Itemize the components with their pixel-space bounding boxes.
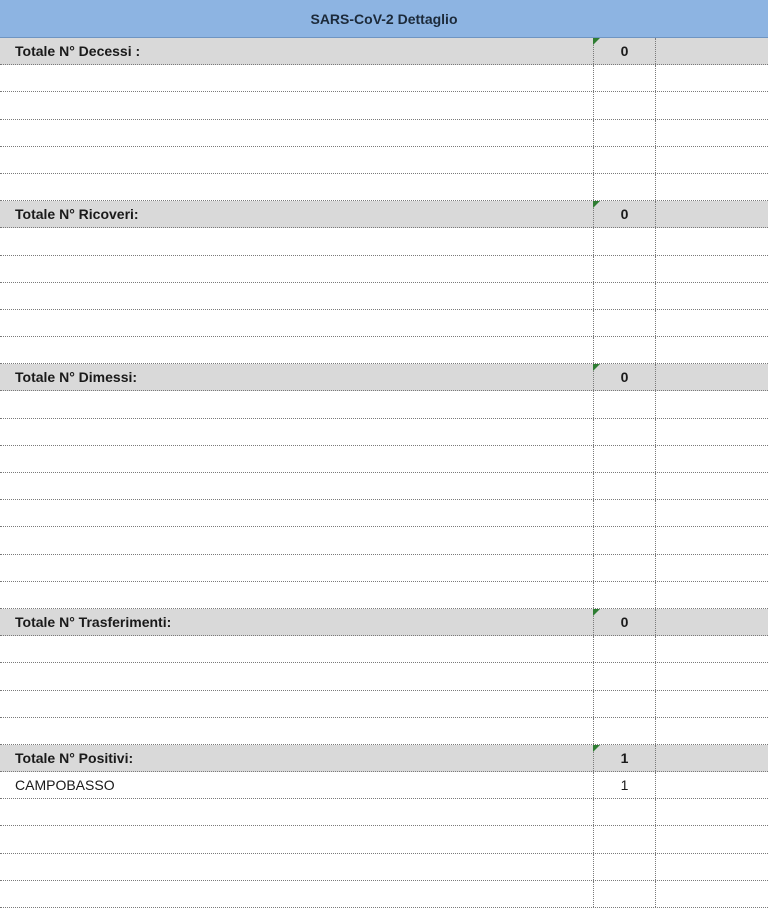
empty-cell[interactable] <box>656 201 768 227</box>
empty-cell[interactable] <box>0 337 593 363</box>
empty-cell[interactable] <box>0 419 593 445</box>
empty-cell[interactable] <box>593 92 656 118</box>
empty-cell[interactable] <box>656 337 768 363</box>
empty-cell[interactable] <box>656 256 768 282</box>
empty-cell[interactable] <box>0 92 593 118</box>
empty-cell[interactable] <box>656 826 768 852</box>
empty-cell[interactable] <box>656 174 768 200</box>
empty-cell[interactable] <box>0 636 593 662</box>
empty-cell[interactable] <box>656 854 768 880</box>
empty-cell[interactable] <box>0 718 593 744</box>
empty-cell[interactable] <box>593 500 656 526</box>
empty-cell[interactable] <box>0 228 593 254</box>
table-row <box>0 500 768 527</box>
empty-cell[interactable] <box>0 256 593 282</box>
empty-cell[interactable] <box>0 881 593 907</box>
empty-cell[interactable] <box>0 120 593 146</box>
table-row <box>0 337 768 364</box>
empty-cell[interactable] <box>0 283 593 309</box>
empty-cell[interactable] <box>593 419 656 445</box>
table-row <box>0 120 768 147</box>
empty-cell[interactable] <box>0 691 593 717</box>
row-value[interactable]: 1 <box>593 772 656 798</box>
table-row <box>0 419 768 446</box>
empty-cell[interactable] <box>593 473 656 499</box>
empty-cell[interactable] <box>656 772 768 798</box>
section-label[interactable]: Totale N° Positivi: <box>15 749 134 766</box>
section-total[interactable]: 0 <box>593 38 656 64</box>
empty-cell[interactable] <box>656 310 768 336</box>
empty-cell[interactable] <box>593 147 656 173</box>
empty-cell[interactable] <box>593 337 656 363</box>
empty-cell[interactable] <box>0 582 593 608</box>
table-row <box>0 636 768 663</box>
section-label[interactable]: Totale N° Ricoveri: <box>15 206 139 223</box>
table-row <box>0 174 768 201</box>
empty-cell[interactable] <box>656 609 768 635</box>
table-row <box>0 826 768 853</box>
empty-cell[interactable] <box>656 500 768 526</box>
table-row <box>0 92 768 119</box>
empty-cell[interactable] <box>0 391 593 417</box>
empty-cell[interactable] <box>656 65 768 91</box>
empty-cell[interactable] <box>0 854 593 880</box>
empty-cell[interactable] <box>0 446 593 472</box>
section-label[interactable]: Totale N° Dimessi: <box>15 369 138 386</box>
empty-cell[interactable] <box>656 582 768 608</box>
table-row <box>0 446 768 473</box>
empty-cell[interactable] <box>656 92 768 118</box>
table-row <box>0 582 768 609</box>
section-header-row <box>0 609 768 636</box>
empty-cell[interactable] <box>0 663 593 689</box>
table-row <box>0 718 768 745</box>
section-total[interactable]: 0 <box>593 609 656 635</box>
cell-note-indicator-icon <box>593 745 600 752</box>
empty-cell[interactable] <box>0 555 593 581</box>
cell-note-indicator-icon <box>593 364 600 371</box>
table-row <box>0 473 768 500</box>
section-total[interactable]: 1 <box>593 745 656 771</box>
empty-cell[interactable] <box>0 147 593 173</box>
empty-cell[interactable] <box>0 473 593 499</box>
table-row <box>0 65 768 92</box>
table-row <box>0 147 768 174</box>
table-row <box>0 799 768 826</box>
section-header-row <box>0 745 768 772</box>
section-header-row <box>0 38 768 65</box>
table-row <box>0 772 768 799</box>
empty-cell[interactable] <box>593 691 656 717</box>
empty-cell[interactable] <box>0 65 593 91</box>
empty-cell[interactable] <box>0 799 593 825</box>
empty-cell[interactable] <box>593 174 656 200</box>
cell-note-indicator-icon <box>593 609 600 616</box>
empty-cell[interactable] <box>593 391 656 417</box>
empty-cell[interactable] <box>656 555 768 581</box>
empty-cell[interactable] <box>593 256 656 282</box>
empty-cell[interactable] <box>656 228 768 254</box>
empty-cell[interactable] <box>656 446 768 472</box>
empty-cell[interactable] <box>593 446 656 472</box>
empty-cell[interactable] <box>593 663 656 689</box>
empty-cell[interactable] <box>593 826 656 852</box>
empty-cell[interactable] <box>593 120 656 146</box>
empty-cell[interactable] <box>656 147 768 173</box>
empty-cell[interactable] <box>0 174 593 200</box>
empty-cell[interactable] <box>656 636 768 662</box>
table-row <box>0 663 768 690</box>
sheet-rows <box>0 38 768 908</box>
empty-cell[interactable] <box>656 799 768 825</box>
empty-cell[interactable] <box>593 228 656 254</box>
sheet-title: SARS-CoV-2 Dettaglio <box>0 0 768 38</box>
empty-cell[interactable] <box>656 473 768 499</box>
table-row <box>0 854 768 881</box>
empty-cell[interactable] <box>656 120 768 146</box>
section-total[interactable]: 0 <box>593 201 656 227</box>
empty-cell[interactable] <box>593 65 656 91</box>
empty-cell[interactable] <box>593 718 656 744</box>
empty-cell[interactable] <box>0 500 593 526</box>
cell-note-indicator-icon <box>593 201 600 208</box>
empty-cell[interactable] <box>656 663 768 689</box>
table-row <box>0 310 768 337</box>
empty-cell[interactable] <box>656 881 768 907</box>
section-header-row <box>0 364 768 391</box>
section-header-row <box>0 201 768 228</box>
table-row <box>0 555 768 582</box>
empty-cell[interactable] <box>656 691 768 717</box>
empty-cell[interactable] <box>593 881 656 907</box>
empty-cell[interactable] <box>656 391 768 417</box>
table-row <box>0 881 768 908</box>
table-row <box>0 283 768 310</box>
row-label[interactable]: CAMPOBASSO <box>15 777 115 794</box>
empty-cell[interactable] <box>593 310 656 336</box>
empty-cell[interactable] <box>656 364 768 390</box>
empty-cell[interactable] <box>656 38 768 64</box>
section-label[interactable]: Totale N° Trasferimenti: <box>15 614 172 631</box>
table-row <box>0 527 768 554</box>
empty-cell[interactable] <box>656 718 768 744</box>
table-row <box>0 691 768 718</box>
empty-cell[interactable] <box>593 582 656 608</box>
section-label[interactable]: Totale N° Decessi : <box>15 43 141 60</box>
cell-note-indicator-icon <box>593 38 600 45</box>
section-total[interactable]: 0 <box>593 364 656 390</box>
empty-cell[interactable] <box>656 283 768 309</box>
empty-cell[interactable] <box>656 527 768 553</box>
empty-cell[interactable] <box>0 527 593 553</box>
empty-cell[interactable] <box>656 745 768 771</box>
empty-cell[interactable] <box>593 527 656 553</box>
table-row <box>0 228 768 255</box>
empty-cell[interactable] <box>656 419 768 445</box>
empty-cell[interactable] <box>593 799 656 825</box>
empty-cell[interactable] <box>593 854 656 880</box>
table-row <box>0 391 768 418</box>
table-row <box>0 256 768 283</box>
empty-cell[interactable] <box>0 310 593 336</box>
empty-cell[interactable] <box>593 636 656 662</box>
empty-cell[interactable] <box>593 283 656 309</box>
empty-cell[interactable] <box>0 826 593 852</box>
empty-cell[interactable] <box>593 555 656 581</box>
